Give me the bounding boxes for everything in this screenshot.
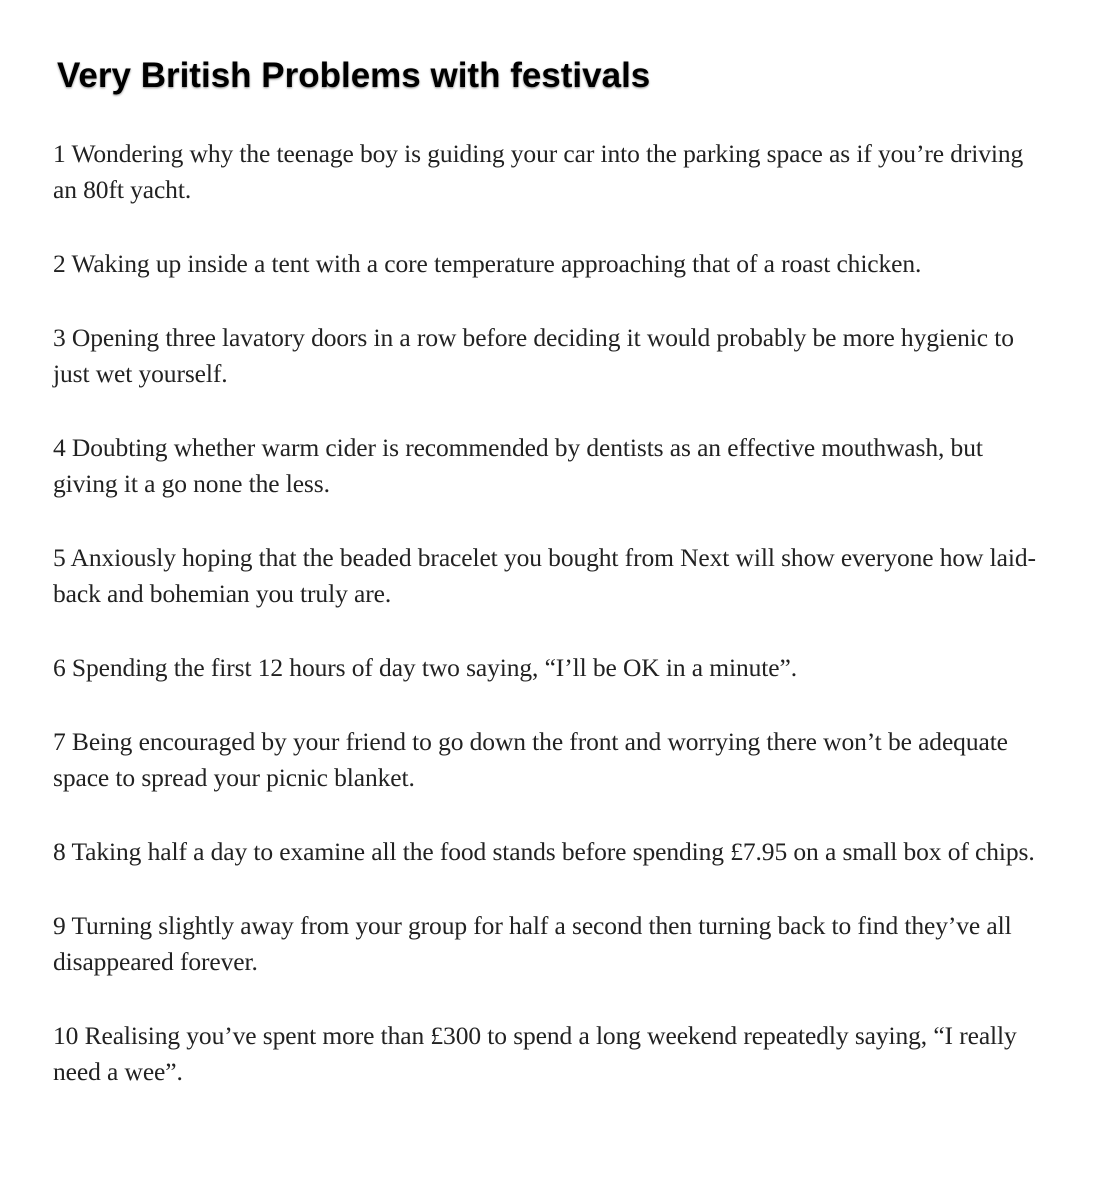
list-item: 1 Wondering why the teenage boy is guiding your car into the parking space as if you’re driving an 80ft yacht. xyxy=(53,139,1024,204)
list-item: 4 Doubting whether warm cider is recommended by dentists as an effective mouthwash, but giving it a go none the less. xyxy=(53,433,983,498)
problems-list xyxy=(53,136,1043,1090)
list-item: 8 Taking half a day to examine all the food stands before spending £7.95 on a small box of chips. xyxy=(53,837,1035,866)
list-item: 6 Spending the first 12 hours of day two saying, “I’ll be OK in a minute”. xyxy=(53,653,798,682)
list-item: 5 Anxiously hoping that the beaded bracelet you bought from Next will show everyone how laid-back and bohemian you truly are. xyxy=(53,543,1036,608)
list-item: 10 Realising you’ve spent more than £300 to spend a long weekend repeatedly saying, “I really need a wee”. xyxy=(53,1021,1017,1086)
list-item: 3 Opening three lavatory doors in a row before deciding it would probably be more hygienic to just wet yourself. xyxy=(53,323,1014,388)
article-title: Very British Problems with festivals xyxy=(57,56,651,95)
list-item: 2 Waking up inside a tent with a core temperature approaching that of a roast chicken. xyxy=(53,249,922,278)
list-item: 9 Turning slightly away from your group for half a second then turning back to find they’ve all disappeared forever. xyxy=(53,911,1012,976)
list-item: 7 Being encouraged by your friend to go down the front and worrying there won’t be adequate space to spread your picnic blanket. xyxy=(53,727,1008,792)
